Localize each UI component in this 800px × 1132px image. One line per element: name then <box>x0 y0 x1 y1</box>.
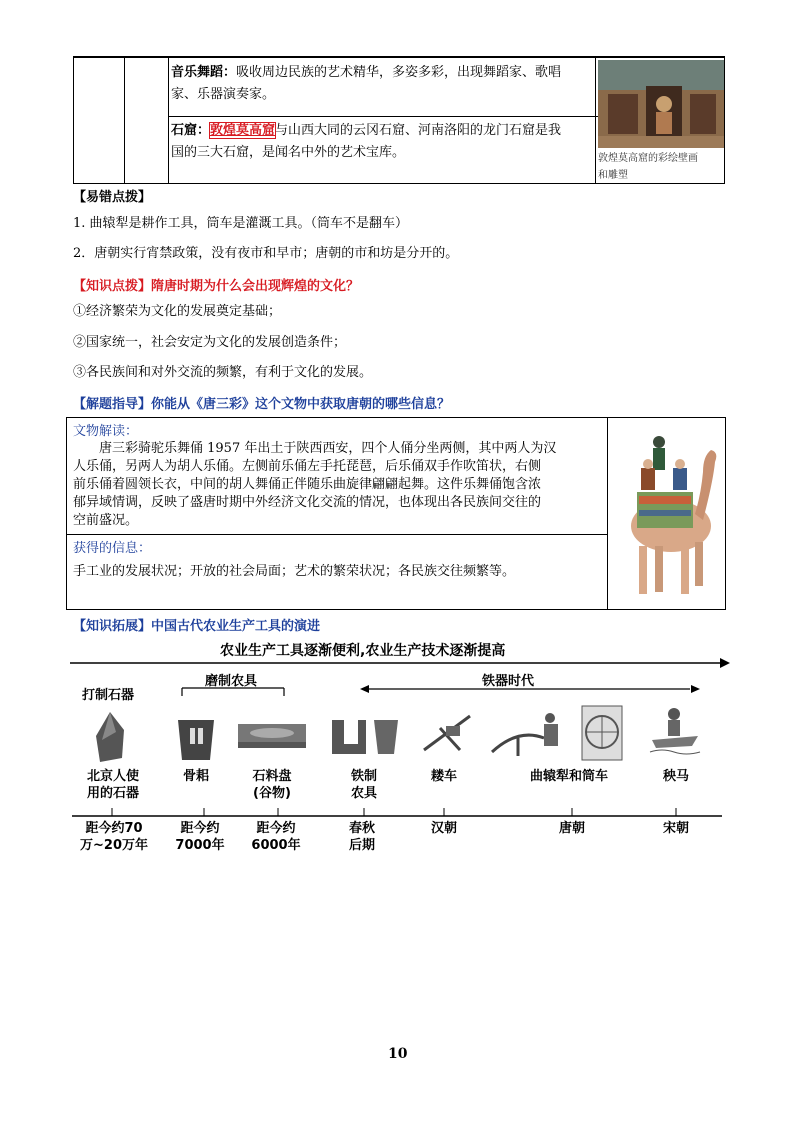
era-label <box>334 820 390 854</box>
tool-name-line: 北京人使 <box>86 769 139 784</box>
guide-line: 前乐俑着圆领长衣，中间的胡人舞俑正伴随乐曲旋律翩翩起舞。这件乐舞俑饱含浓 <box>73 477 542 492</box>
guide-line: 人乐俑，另两人为胡人乐俑。左侧前乐俑左手托琵琶，后乐俑双手作吹笛状，右侧 <box>73 459 542 474</box>
knowledge-item-3: ③各民族间和对外交流的频繁，有利于文化的发展。 <box>73 365 373 380</box>
music-cell <box>171 62 593 106</box>
era-line: 宋朝 <box>662 821 689 836</box>
guide-text <box>73 440 603 530</box>
tool-name <box>646 768 706 785</box>
era-line: 春秋 <box>348 821 375 836</box>
grotto-label: 石窟： <box>171 123 211 138</box>
era-line: 距今约70 <box>85 821 143 836</box>
grinding-bracket <box>180 684 286 698</box>
tool-name <box>514 768 624 785</box>
era-label <box>244 820 308 854</box>
banner-arrow <box>70 656 730 670</box>
era-line: 万~20万年 <box>80 838 148 853</box>
stone-tools-label: 打制石器 <box>82 688 135 703</box>
guide-box <box>66 417 726 610</box>
tool-name-line: 农具 <box>350 786 377 801</box>
era-label <box>414 820 474 837</box>
tool-name <box>166 768 226 785</box>
music-text-cont: 家、乐器演奏家。 <box>171 87 276 102</box>
era-label <box>646 820 706 837</box>
era-line: 距今约 <box>180 821 220 836</box>
seed-drill-icon <box>420 710 476 756</box>
tool-name-line: (谷物) <box>253 786 291 801</box>
tool-name-line: 秧马 <box>662 769 689 784</box>
page-number: 10 <box>388 1046 408 1062</box>
knowledge-item-1: ①经济繁荣为文化的发展奠定基础； <box>73 304 282 319</box>
iron-age-label: 铁器时代 <box>482 674 535 689</box>
iron-tools-icon <box>328 714 400 758</box>
era-line: 6000年 <box>251 838 301 853</box>
tool-name-line: 铁制 <box>350 769 377 784</box>
guide-heading: 【解题指导】你能从《唐三彩》这个文物中获取唐朝的哪些信息？ <box>73 397 451 412</box>
tool-name <box>78 768 148 802</box>
guide-line: 唐三彩骑驼乐舞俑 1957 年出土于陕西西安，四个人俑分坐两侧，其中两人为汉 <box>99 441 557 456</box>
grotto-text-cont: 国的三大石窟，是闻名中外的艺术宝库。 <box>171 145 406 160</box>
era-label <box>542 820 602 837</box>
bone-spade-icon <box>170 716 222 764</box>
grotto-cell <box>171 120 593 164</box>
caption-line-2: 和雕塑 <box>598 170 628 181</box>
tool-name-line: 骨耜 <box>182 769 209 784</box>
errors-item-2: 2．唐朝实行宵禁政策，没有夜市和早市；唐朝的市和坊是分开的。 <box>73 246 459 261</box>
grotto-text: 与山西大同的云冈石窟、河南洛阳的龙门石窟是我 <box>275 123 562 138</box>
era-label <box>168 820 232 854</box>
music-label: 音乐舞蹈： <box>171 65 237 80</box>
image-caption <box>598 150 724 184</box>
guide-line: 空前盛况。 <box>73 513 139 528</box>
mogao-cave-image <box>598 60 724 148</box>
timeline-axis <box>72 806 722 820</box>
tool-name <box>334 768 394 802</box>
guide-label-1: 文物解读： <box>73 424 139 439</box>
water-wheel-icon <box>580 704 624 762</box>
box-divider <box>607 418 608 609</box>
grotto-highlight: 敦煌莫高窟 <box>210 123 276 138</box>
box-row-divider <box>67 534 607 535</box>
guide-info: 手工业的发展状况；开放的社会局面；艺术的繁荣状况；各民族交往频繁等。 <box>73 564 516 579</box>
caption-line-1: 敦煌莫高窟的彩绘壁画 <box>598 153 698 164</box>
rice-seedling-horse-icon <box>648 706 704 758</box>
knowledge-heading: 【知识点拨】隋唐时期为什么会出现辉煌的文化？ <box>73 279 360 294</box>
era-line: 唐朝 <box>558 821 585 836</box>
guide-line: 郁异域情调，反映了盛唐时期中外经济文化交流的情况，也体现出各民族间交往的 <box>73 495 542 510</box>
timeline-banner: 农业生产工具逐渐便利,农业生产技术逐渐提高 <box>220 643 506 659</box>
errors-item-1: 1. 曲辕犁是耕作工具，筒车是灌溉工具。（筒车不是翻车） <box>73 216 409 231</box>
era-line: 7000年 <box>175 838 225 853</box>
tool-name <box>414 768 474 785</box>
curved-plough-icon <box>488 708 568 760</box>
stone-mill-icon <box>236 718 308 752</box>
guide-label-2: 获得的信息： <box>73 541 152 556</box>
iron-age-bracket <box>360 682 700 696</box>
era-label <box>72 820 156 854</box>
errors-heading: 【易错点拨】 <box>73 190 152 205</box>
table-divider <box>168 58 169 183</box>
tool-name-line: 石料盘 <box>252 769 292 784</box>
era-line: 汉朝 <box>430 821 457 836</box>
tool-name-line: 用的石器 <box>86 786 139 801</box>
tool-name-line: 曲辕犁和筒车 <box>529 769 608 784</box>
stone-tool-icon <box>92 710 128 764</box>
tool-name <box>242 768 302 802</box>
knowledge-item-2: ②国家统一，社会安定为文化的发展创造条件； <box>73 335 347 350</box>
tang-sancai-camel-image <box>615 422 723 606</box>
extension-heading: 【知识拓展】中国古代农业生产工具的演进 <box>73 619 321 634</box>
table-divider <box>595 58 596 183</box>
era-line: 后期 <box>348 838 375 853</box>
top-table <box>73 56 725 184</box>
tool-name-line: 耧车 <box>430 769 457 784</box>
era-line: 距今约 <box>256 821 296 836</box>
grinding-group-label: 磨制农具 <box>205 674 258 689</box>
table-divider <box>124 58 125 183</box>
music-text: 吸收周边民族的艺术精华，多姿多彩，出现舞蹈家、歌唱 <box>236 65 562 80</box>
